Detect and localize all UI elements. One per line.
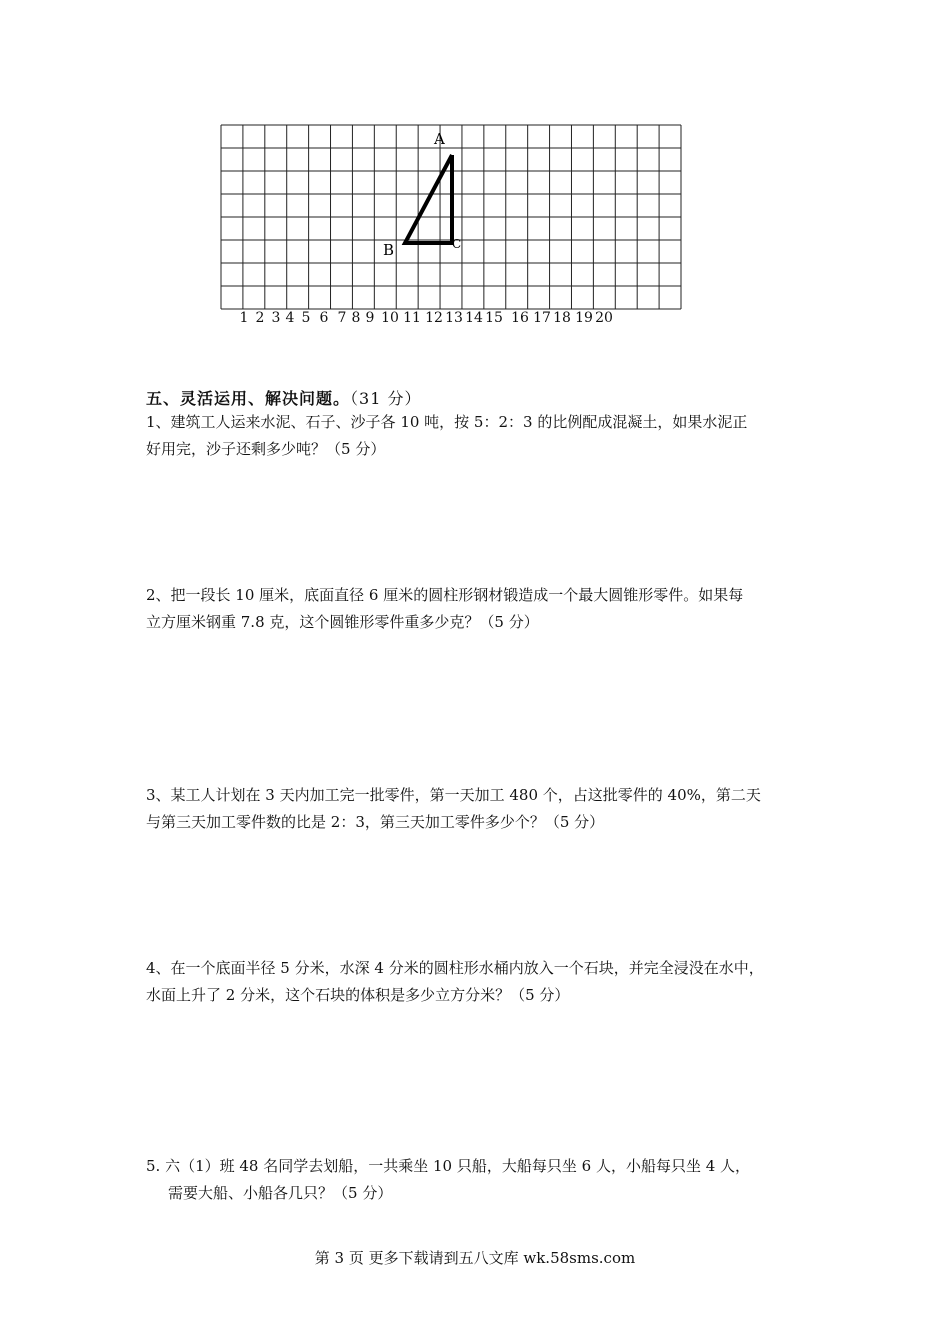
axis-number-16: 16 bbox=[511, 310, 529, 326]
axis-number-4: 4 bbox=[285, 310, 295, 326]
problem-1 bbox=[146, 409, 814, 463]
axis-number-9: 9 bbox=[365, 310, 375, 326]
problem-4-line-1: 4、在一个底面半径 5 分米，水深 4 分米的圆柱形水桶内放入一个石块，并完全浸没在水中， bbox=[146, 959, 764, 977]
section-title bbox=[146, 386, 421, 409]
problem-1-line-2: 好用完，沙子还剩多少吨？（5 分） bbox=[146, 440, 386, 458]
page-footer: 第 3 页 更多下载请到五八文库 wk.58sms.com bbox=[314, 1249, 636, 1267]
axis-number-3: 3 bbox=[271, 310, 281, 326]
axis-number-2: 2 bbox=[255, 310, 265, 326]
axis-number-12: 12 bbox=[425, 310, 443, 326]
axis-number-19: 19 bbox=[575, 310, 593, 326]
axis-number-20: 20 bbox=[595, 310, 613, 326]
coordinate-grid-figure bbox=[0, 0, 950, 340]
axis-number-17: 17 bbox=[533, 310, 551, 326]
axis-number-labels bbox=[240, 310, 613, 326]
problem-3 bbox=[146, 782, 814, 836]
axis-number-5: 5 bbox=[301, 310, 311, 326]
section-title-text: 五、灵活运用、解决问题。 bbox=[146, 389, 351, 408]
axis-number-14: 14 bbox=[465, 310, 483, 326]
problem-2-line-1: 2、把一段长 10 厘米，底面直径 6 厘米的圆柱形钢材锻造成一个最大圆锥形零件。如果每 bbox=[146, 586, 744, 604]
problem-3-line-2: 与第三天加工零件数的比是 2：3，第三天加工零件多少个？（5 分） bbox=[146, 813, 605, 831]
axis-number-7: 7 bbox=[337, 310, 347, 326]
axis-number-8: 8 bbox=[351, 310, 361, 326]
section-score: （31 分） bbox=[350, 389, 422, 408]
point-b-label: B bbox=[383, 241, 395, 259]
problem-2 bbox=[146, 582, 814, 636]
problem-4-line-2: 水面上升了 2 分米，这个石块的体积是多少立方分米？（5 分） bbox=[146, 986, 570, 1004]
axis-number-10: 10 bbox=[381, 310, 399, 326]
axis-number-15: 15 bbox=[485, 310, 503, 326]
axis-number-6: 6 bbox=[319, 310, 329, 326]
problem-2-line-2: 立方厘米钢重 7.8 克，这个圆锥形零件重多少克？（5 分） bbox=[146, 613, 539, 631]
problem-5-line-2: 需要大船、小船各几只？（5 分） bbox=[168, 1184, 393, 1202]
problem-5 bbox=[146, 1153, 814, 1207]
problem-5-line-1: 5. 六（1）班 48 名同学去划船，一共乘坐 10 只船，大船每只坐 6 人，小船每只坐 4 人， bbox=[146, 1157, 751, 1175]
axis-number-13: 13 bbox=[445, 310, 463, 326]
problem-1-line-1: 1、建筑工人运来水泥、石子、沙子各 10 吨，按 5：2：3 的比例配成混凝土，如果水泥正 bbox=[146, 413, 748, 431]
axis-number-18: 18 bbox=[553, 310, 571, 326]
axis-number-11: 11 bbox=[403, 310, 421, 326]
point-a-label: A bbox=[434, 130, 445, 148]
axis-number-1: 1 bbox=[239, 310, 249, 326]
triangle-abc bbox=[405, 155, 452, 243]
point-c-label: C bbox=[452, 237, 462, 251]
problem-3-line-1: 3、某工人计划在 3 天内加工完一批零件，第一天加工 480 个，占这批零件的 40%，第二天 bbox=[146, 786, 761, 804]
problem-4 bbox=[146, 955, 814, 1009]
